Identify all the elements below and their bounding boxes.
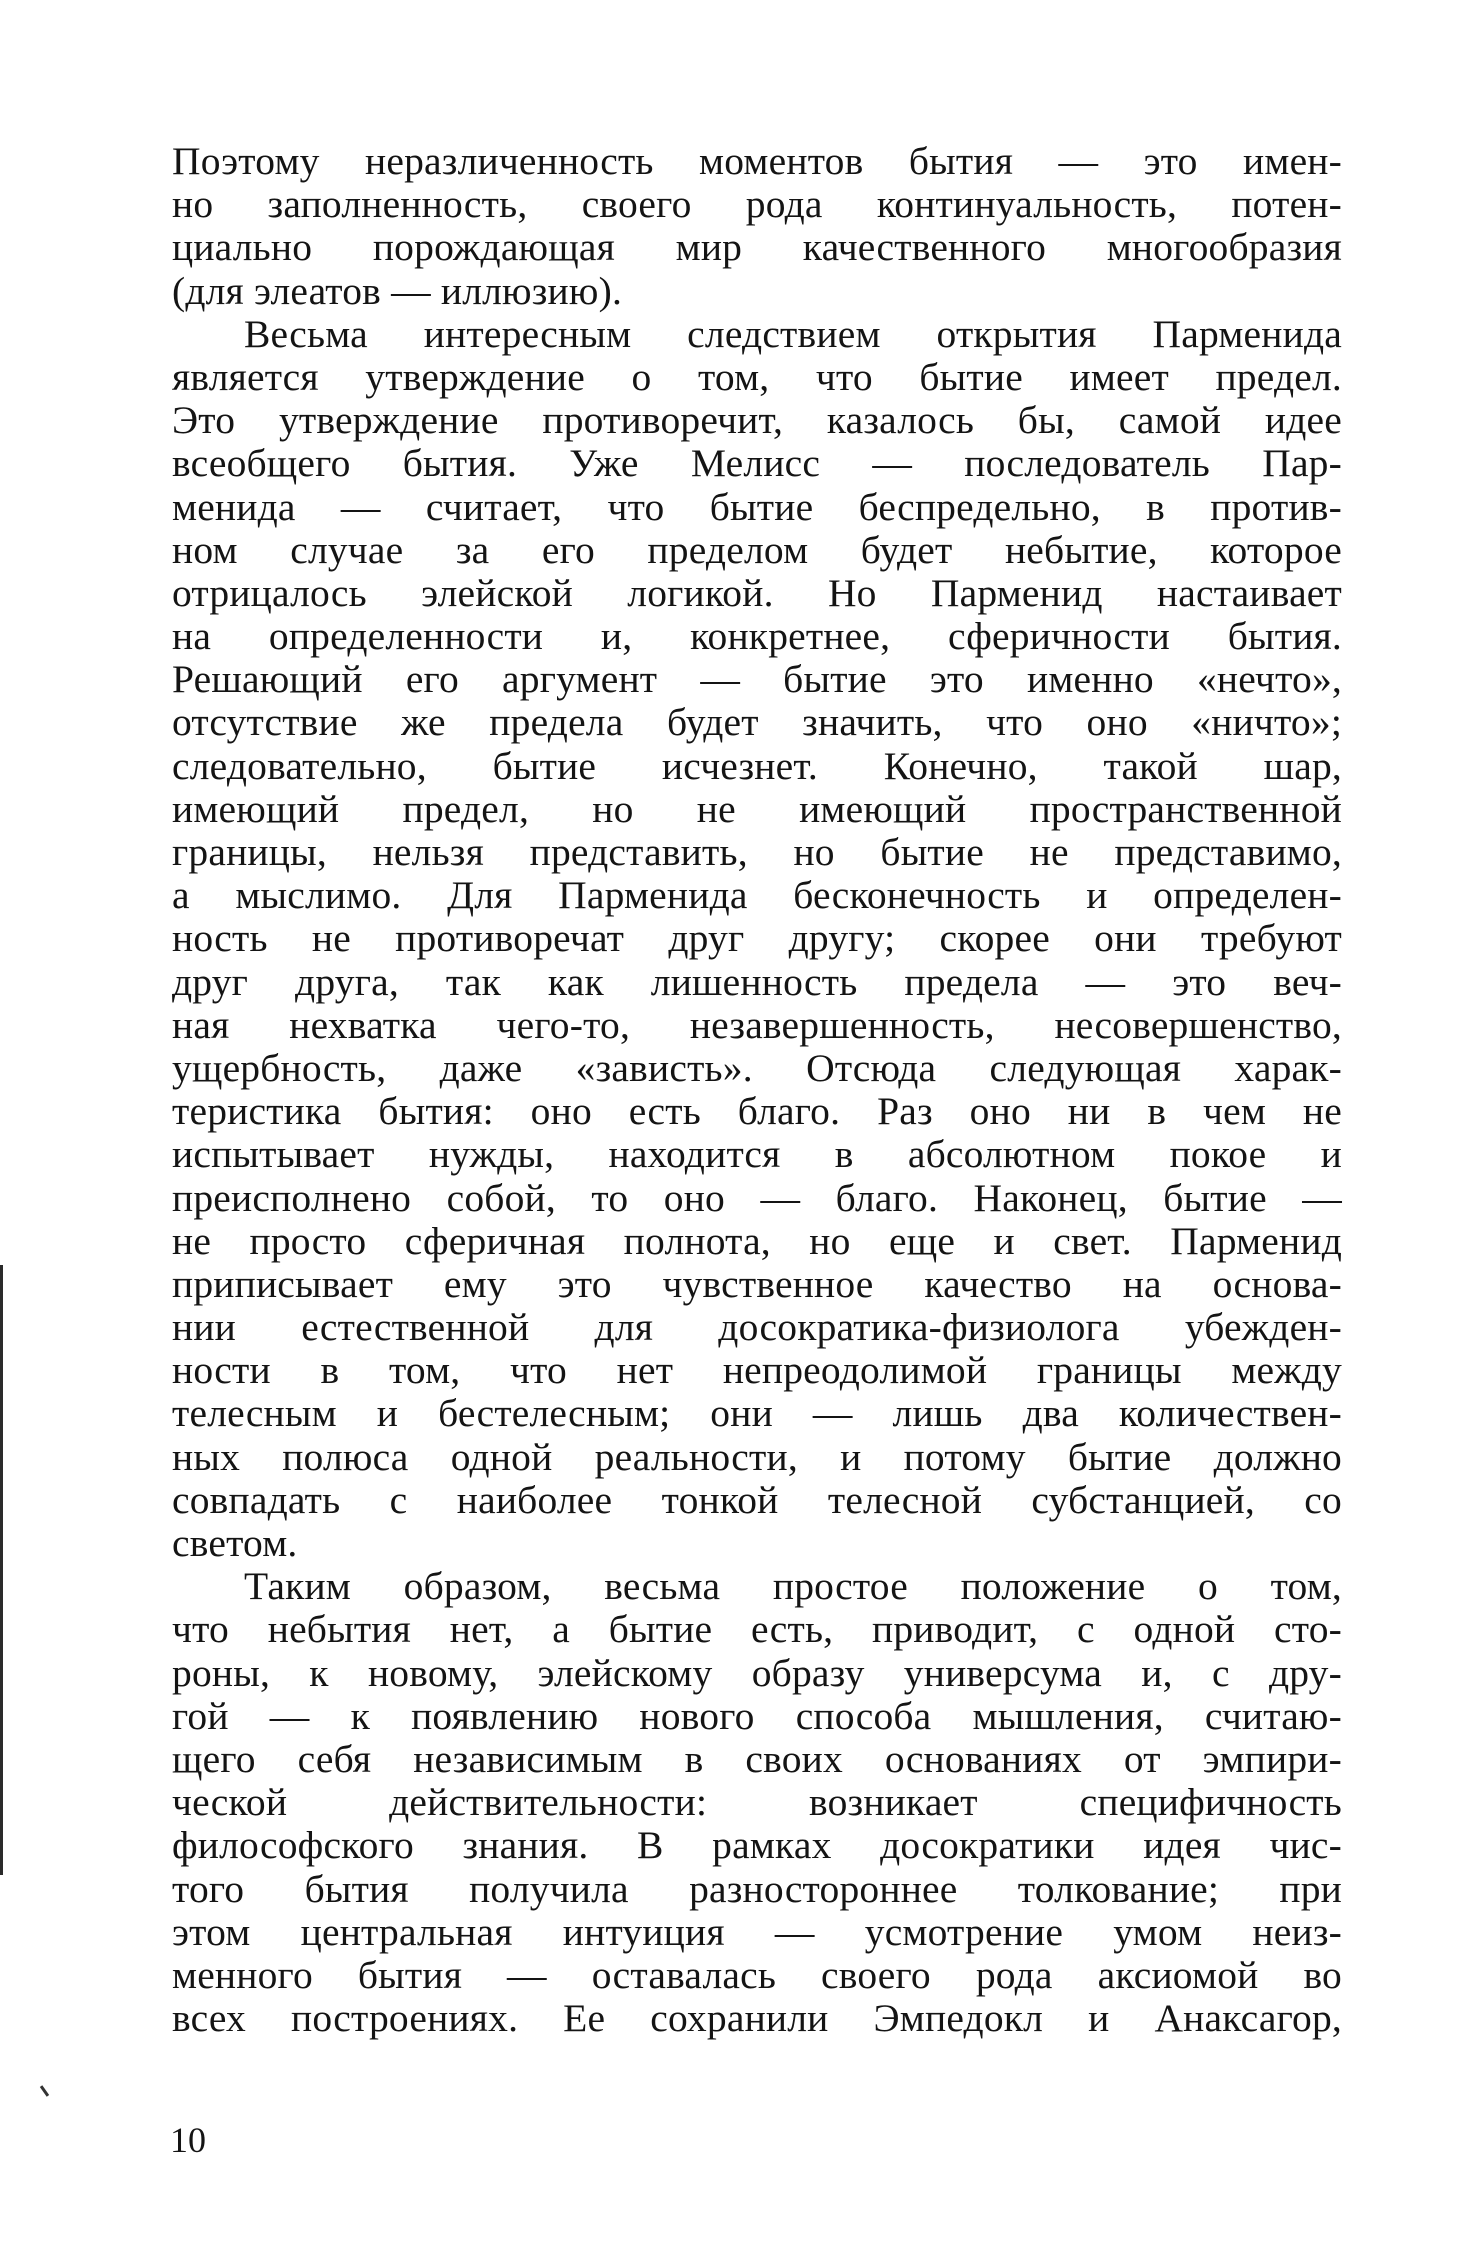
text-line: Поэтому неразличенность моментов бытия — это имен-: [172, 139, 1342, 183]
text-line: имеющий предел, но не имеющий пространственной: [172, 786, 1342, 831]
text-line: того бытия получила разностороннее толкование; при: [172, 1866, 1342, 1911]
page-number: 10: [170, 2120, 206, 2160]
text-line: светом.: [172, 1521, 298, 1565]
text-line: что небытия нет, а бытие есть, приводит, с одной сто-: [172, 1607, 1342, 1652]
text-line: отсутствие же предела будет значить, что оно «ничто»;: [172, 700, 1342, 745]
text-line: менида — считает, что бытие беспредельно, в против-: [172, 484, 1342, 529]
text-line: Таким образом, весьма простое положение о том,: [244, 1564, 1342, 1609]
text-line: всех построениях. Ее сохранили Эмпедокл и Анаксагор,: [172, 1996, 1342, 2041]
text-line: но заполненность, своего рода континуальность, потен-: [172, 182, 1342, 227]
text-line: ческой действительности: возникает специфичность: [172, 1780, 1342, 1825]
text-line: щего себя независимым в своих основаниях от эмпири-: [172, 1736, 1342, 1781]
text-line: на определенности и, конкретнее, сферичности бытия.: [172, 614, 1342, 659]
text-line: Решающий его аргумент — бытие это именно «нечто»,: [172, 657, 1342, 702]
text-line: всеобщего бытия. Уже Мелисс — последователь Пар-: [172, 441, 1342, 486]
text-line: теристика бытия: оно есть благо. Раз оно ни в чем не: [172, 1089, 1342, 1134]
text-line: приписывает ему это чувственное качество на основа-: [172, 1261, 1342, 1306]
text-line: друг друга, так как лишенность предела — это веч-: [172, 959, 1342, 1004]
text-line: этом центральная интуиция — усмотрение умом неиз-: [172, 1909, 1342, 1954]
text-line: гой — к появлению нового способа мышления, считаю-: [172, 1693, 1342, 1738]
text-line: преисполнено собой, то оно — благо. Наконец, бытие —: [172, 1175, 1342, 1220]
text-line: не просто сферичная полнота, но еще и свет. Парменид: [172, 1218, 1342, 1263]
body-text: [172, 140, 1342, 2040]
text-line: Это утверждение противоречит, казалось бы, самой идее: [172, 398, 1342, 443]
text-line: ности в том, что нет непреодолимой границы между: [172, 1348, 1342, 1393]
text-line: границы, нельзя представить, но бытие не представимо,: [172, 830, 1342, 874]
text-line: ных полюса одной реальности, и потому бытие должно: [172, 1434, 1342, 1479]
text-line: совпадать с наиболее тонкой телесной субстанцией, со: [172, 1477, 1342, 1522]
text-line: ность не противоречат друг другу; скорее они требуют: [172, 916, 1342, 961]
text-line: отрицалось элейской логикой. Но Парменид настаивает: [172, 570, 1342, 615]
text-line: циально порождающая мир качественного многообразия: [172, 225, 1342, 270]
text-line: является утверждение о том, что бытие имеет предел.: [172, 354, 1342, 399]
text-line: телесным и бестелесным; они — лишь два количествен-: [172, 1391, 1342, 1436]
text-line: а мыслимо. Для Парменида бесконечность и определен-: [172, 873, 1342, 918]
text-line: менного бытия — оставалась своего рода аксиомой во: [172, 1952, 1342, 1997]
text-line: следовательно, бытие исчезнет. Конечно, такой шар,: [172, 743, 1342, 788]
text-line: нии естественной для досократика-физиолога убежден-: [172, 1305, 1342, 1350]
text-line: ном случае за его пределом будет небытие, которое: [172, 527, 1342, 572]
text-line: (для элеатов — иллюзию).: [172, 268, 623, 313]
text-line: испытывает нужды, находится в абсолютном покое и: [172, 1132, 1342, 1177]
text-line: ная нехватка чего-то, незавершенность, несовершенство,: [172, 1002, 1342, 1047]
text-line: Весьма интересным следствием открытия Парменида: [244, 311, 1342, 356]
text-line: роны, к новому, элейскому образу универсума и, с дру-: [172, 1650, 1342, 1695]
scan-speck: [40, 2085, 49, 2097]
scan-edge-mark: [0, 1265, 3, 1875]
text-line: ущербность, даже «зависть». Отсюда следующая харак-: [172, 1045, 1342, 1090]
text-line: философского знания. В рамках досократики идея чис-: [172, 1823, 1342, 1868]
